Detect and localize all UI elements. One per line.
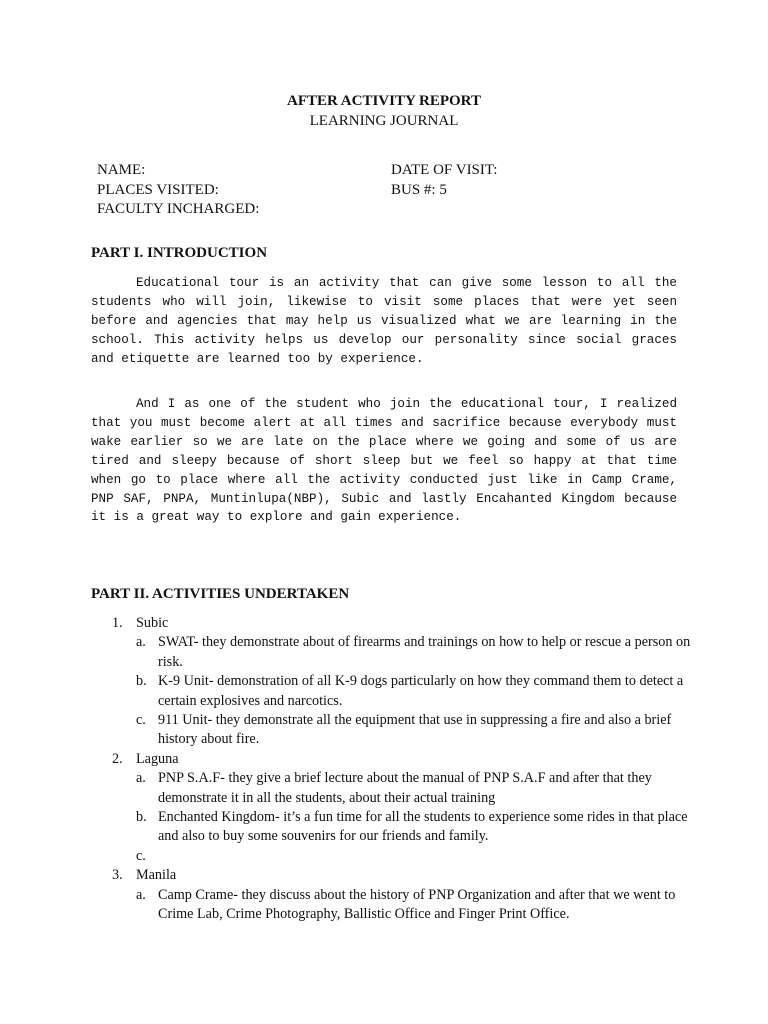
activity-location-item xyxy=(91,614,691,633)
activity-location-item xyxy=(91,750,691,769)
activity-location-item xyxy=(91,866,691,885)
location-label: Manila xyxy=(136,867,177,884)
list-letter: a. xyxy=(136,770,146,787)
name-label: NAME: xyxy=(97,162,146,178)
activity-sub-item xyxy=(91,847,691,866)
intro-paragraph-1: Educational tour is an activity that can give some lesson to all the students who will join, likewise to visit some places that were yet seen before and agencies that may help us visualized what we are learning in the school. This activity helps us develop our personality since social graces and etiquette are learned too by experience. xyxy=(91,276,677,366)
activity-description: PNP S.A.F- they give a brief lecture about the manual of PNP S.A.F and after that they demonstrate it in all the students, about their actual training xyxy=(158,770,652,806)
list-number: 1. xyxy=(112,615,123,631)
list-letter: a. xyxy=(136,634,146,651)
activity-description: Enchanted Kingdom- it’s a fun time for all the students to experience some rides in that place and also to buy some souvenirs for our friends and family. xyxy=(158,809,688,845)
list-letter: b. xyxy=(136,673,147,690)
report-title: AFTER ACTIVITY REPORT xyxy=(287,93,481,109)
list-letter: a. xyxy=(136,886,146,903)
part1-heading: PART I. INTRODUCTION xyxy=(91,245,268,261)
activity-description: SWAT- they demonstrate about of firearms and trainings on how to help or rescue a person on risk. xyxy=(158,634,691,670)
activity-description xyxy=(158,847,691,866)
list-letter: c. xyxy=(136,712,146,729)
intro-paragraph-2: And I as one of the student who join the educational tour, I realized that you must become alert at all times and sacrifice because everybody must wake earlier so we are late on the place where we going and some of us are tired and sleepy because of short sleep but we feel so happy at that time when go to place where all the activity conducted just like in Camp Crame, PNP SAF, PNPA, Muntinlupa(NBP), Subic and lastly Encahanted Kingdom because it is a great way to explore and gain experience. xyxy=(91,397,677,525)
activity-description: K-9 Unit- demonstration of all K-9 dogs particularly on how they command them to detect a certain explosives and narcotics. xyxy=(158,673,684,709)
activity-sub-item xyxy=(91,808,691,847)
info-left-column xyxy=(97,161,259,220)
activity-sub-item xyxy=(91,711,691,750)
location-label: Subic xyxy=(136,615,169,631)
places-visited-label: PLACES VISITED: xyxy=(97,181,219,198)
activity-sub-item xyxy=(91,769,691,808)
location-label: Laguna xyxy=(136,750,179,767)
activity-sub-item xyxy=(91,633,691,672)
list-number: 3. xyxy=(112,867,123,884)
date-of-visit-label: DATE OF VISIT: xyxy=(391,162,498,178)
activity-sub-item xyxy=(91,672,691,711)
bus-number-label: BUS #: 5 xyxy=(391,181,447,198)
info-right-column xyxy=(391,161,497,200)
activity-description: 911 Unit- they demonstrate all the equipment that use in suppressing a fire and also a brief history about fire. xyxy=(158,712,672,748)
list-letter: c. xyxy=(136,847,146,864)
activity-description: Camp Crame- they discuss about the history of PNP Organization and after that we went to Crime Lab, Crime Photography, Ballistic Office and Finger Print Office. xyxy=(158,886,676,923)
report-subtitle: LEARNING JOURNAL xyxy=(309,113,459,129)
part2-heading: PART II. ACTIVITIES UNDERTAKEN xyxy=(91,586,350,602)
list-letter: b. xyxy=(136,809,147,826)
activity-sub-item xyxy=(91,886,691,925)
activities-list xyxy=(91,614,691,925)
list-number: 2. xyxy=(112,750,123,767)
faculty-label: FACULTY INCHARGED: xyxy=(97,201,260,217)
